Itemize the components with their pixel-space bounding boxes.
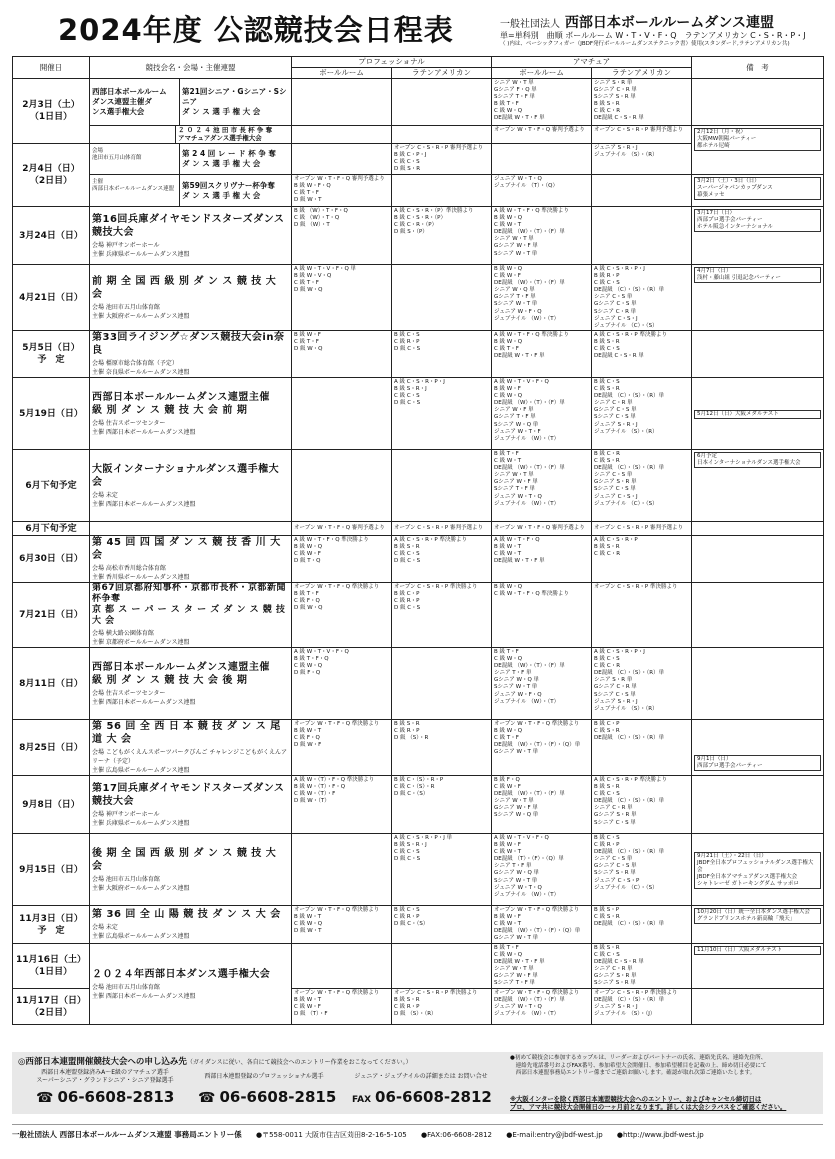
ama-ballroom-events: B 級 W・Q C 級 W・F DE混級 （W）・（T）・（F）単 シニア W・Q 単 Gシニア T・F 単 Sシニア W・T 単 ジュニア W・F・Q ジュブナイル （W）・（T） bbox=[492, 265, 592, 331]
event-name: 後 期 全 国 西 級 別 ダ ン ス 競 技 大 会 bbox=[92, 847, 277, 872]
event-date: 4月21日（日） bbox=[13, 265, 90, 331]
pro-latin-events: A 級 C・S・R・P 準決勝より B 級 S・R C 級 C・S D 級 C・S bbox=[392, 536, 492, 583]
organization-name: 一般社団法人 西部日本ボールルームダンス連盟 bbox=[500, 15, 774, 31]
event-name: 西部日本ボールルームダンス連盟主催 級 別 ダ ン ス 競 技 大 会 後 期 bbox=[92, 661, 270, 686]
event-note: 11月10日（日）大阪メダルテスト bbox=[692, 944, 824, 989]
ama-ballroom-events: B 級 T・F C 級 W・T DE混級 （W）・（T）・（F）単 シニア W・T 単 Gシニア W・F 単 Sシニア T・F 単 ジュニア W・T・Q ジュブナイル （W）・（T） bbox=[492, 450, 592, 522]
event-venue-host: 会場 神戸サンボーホール 主催 兵庫県ボールルームダンス連盟 bbox=[92, 241, 190, 258]
event-name: ２０２４年西部日本ダンス選手権大会 bbox=[92, 968, 271, 980]
event-note bbox=[692, 536, 824, 583]
event-date: 3月24日（日） bbox=[13, 207, 90, 265]
event-name-cell bbox=[90, 126, 292, 144]
col-ama: アマチュア bbox=[492, 57, 692, 68]
pro-ballroom-events bbox=[292, 378, 392, 450]
col-ama-ballroom: ボールルーム bbox=[492, 68, 592, 79]
event-name-cell bbox=[90, 207, 292, 265]
event-date: 5月19日（日） bbox=[13, 378, 90, 450]
event-name-cell bbox=[90, 265, 292, 331]
event-note bbox=[692, 79, 824, 126]
table-row bbox=[13, 776, 824, 834]
pro-ballroom-events: A 級 W・T・F・Q 準決勝より B 級 W・Q C 級 W・F D 級 T・Q bbox=[292, 536, 392, 583]
event-note: 9月21日（土）・22日（日） JBDF全日本プロフェッショナルダンス選手権大会 JBDF全日本アマチュアダンス選手権大会 シャトレーゼ ガトーキングダム サッポロ bbox=[692, 834, 824, 906]
event-name-cell bbox=[90, 450, 292, 522]
page-title: 2024年度 公認競技会日程表 bbox=[58, 13, 454, 47]
table-row bbox=[13, 175, 824, 207]
ama-latin-events: オープン C・S・R・P 準決勝より bbox=[592, 583, 692, 648]
pro-ballroom-events bbox=[292, 450, 392, 522]
table-row bbox=[13, 720, 824, 776]
event-venue-host: 会場 神戸サンボーホール 主催 兵庫県ボールルームダンス連盟 bbox=[92, 810, 190, 827]
pro-ballroom-events: オープン W・T・F・Q 準決勝より B 級 W・T C 級 F・Q D 級 W・F bbox=[292, 720, 392, 776]
event-date: 11月16日（土） （1日目） bbox=[13, 944, 90, 989]
event-name-cell bbox=[90, 648, 292, 720]
table-row bbox=[13, 648, 824, 720]
ama-ballroom-events: A 級 W・T・V・F・Q B 級 W・F C 級 W・Q DE混級 （W）・（T）・（F）単 シニア W・F 単 Gシニア T・F 単 Sシニア W・Q 単 ジュニア W・T・F ジュブナイル （W）・（T） bbox=[492, 378, 592, 450]
ama-latin-events: B 級 C・P C 級 S・R DE混級 （C）・（S）・（R）単 bbox=[592, 720, 692, 776]
event-host: 主催 西部日本ボールルームダンス連盟 bbox=[92, 179, 175, 192]
event-venue-host: 会場 未定 主催 西部日本ボールルームダンス連盟 bbox=[92, 491, 196, 508]
event-note: 9月1日（日） 西部プロ選手会パーティー bbox=[692, 720, 824, 776]
event-name: 西部日本ボールルームダンス連盟主催 級 別 ダ ン ス 競 技 大 会 前 期 bbox=[92, 391, 270, 416]
event-venue-host: 会場 橿原市総合体育館（予定） 主催 奈良県ボールルームダンス連盟 bbox=[92, 360, 190, 376]
event-date: 11月17日（日） （2日目） bbox=[13, 989, 90, 1025]
ama-latin-events: A 級 C・S・R・P 準決勝より B 級 S・R C 級 C・S DE混級 （C）・（S）・（R）単 シニア C・R 単 Gシニア S・R 単 Sシニア C・S 単 bbox=[592, 776, 692, 834]
pro-latin-events: A 級 C・S・R・（P）準決勝より B 級 C・S・R・（P） C 級 C・R・（P） D 級 S・（P） bbox=[392, 207, 492, 265]
deadline-notice: ※大阪インターを除く西部日本連盟競技大会へのエントリー、およびキャンセル締切日は プロ、アマ共に競技大会開催日の一ヶ月前となります。詳しくは大会シラバスをご確認ください。 bbox=[510, 1096, 787, 1111]
pro-latin-events: A 級 C・S・R・P・J B 級 S・R・J C 級 C・S D 級 C・S bbox=[392, 378, 492, 450]
pro-latin-events bbox=[392, 175, 492, 207]
event-name: 第21回シニア・Gシニア・Sシニア ダ ン ス 選 手 権 大 会 bbox=[179, 79, 291, 125]
ama-ballroom-events: A 級 W・T・F・Q B 級 W・T C 級 W・T DE混級 W・T・F 単 bbox=[492, 536, 592, 583]
event-name-cell bbox=[90, 906, 292, 944]
ama-ballroom-events: B 級 W・Q C 級 W・T・F・Q 準決勝より bbox=[492, 583, 592, 648]
table-row bbox=[13, 583, 824, 648]
pro-latin-events bbox=[392, 265, 492, 331]
event-date: 6月下旬予定 bbox=[13, 522, 90, 536]
event-note: 3月2日（土）・3日（日） スーパージャパンカップダンス 幕張メッセ bbox=[692, 175, 824, 207]
event-venue: 会場 池田市五月山体育館 bbox=[92, 148, 142, 161]
event-note: 10月20日（日）統一全日本ダンス選手権大会 グランドプリンスホテル新高輪「飛天」 bbox=[692, 906, 824, 944]
event-venue-host: 会場 住吉スポーツセンター 主催 西部日本ボールルームダンス連盟 bbox=[92, 419, 196, 436]
event-name: 第 56 回 全 西 日 本 競 技 ダ ン ス 尾 道 大 会 bbox=[92, 721, 281, 745]
pro-ballroom-events: B 級 W・F C 級 T・F D 級 W・Q bbox=[292, 331, 392, 378]
event-name: 前 期 全 国 西 級 別 ダ ン ス 競 技 大 会 bbox=[92, 275, 277, 300]
pro-ballroom-events bbox=[292, 126, 392, 144]
ama-latin-events: オープン C・S・R・P 審判予選より bbox=[592, 522, 692, 536]
website-link[interactable]: ●http://www.jbdf-west.jp bbox=[616, 1131, 704, 1139]
event-name: 第 45 回 四 国 ダ ン ス 競 技 香 川 大 会 bbox=[92, 537, 281, 561]
pro-latin-events: B 級 S・R C 級 R・P D 級 （S）・R bbox=[392, 720, 492, 776]
pro-ballroom-events: オープン W・T・F・Q 準決勝より B 級 W・T C 級 W・F D 級 （T）・F bbox=[292, 989, 392, 1025]
ama-latin-events bbox=[592, 207, 692, 265]
legend: 単=単科別 曲順 ボールルーム W・T・V・F・Q ラテンアメリカン C・S・R・P・J bbox=[500, 31, 806, 40]
event-date: 8月25日（日） bbox=[13, 720, 90, 776]
pro-ballroom-events: オープン W・T・F・Q 準決勝より B 級 T・F C 級 F・Q D 級 W・Q bbox=[292, 583, 392, 648]
col-pro-ballroom: ボールルーム bbox=[292, 68, 392, 79]
ama-ballroom-events: オープン W・T・F・Q 審判予選より bbox=[492, 522, 592, 536]
table-row bbox=[13, 378, 824, 450]
pro-ballroom-events: A 級 W・T・V・F・Q B 級 T・F・Q C 級 W・Q D 級 F・Q bbox=[292, 648, 392, 720]
ama-latin-events: A 級 C・S・R・P・J B 級 R・P C 級 C・S DE混級 （C）・（S）・（R）単 シニア C・S 単 Gシニア C・S 単 Sシニア C・R 単 ジュニア C・S・J ジュブナイル （C）・（S） bbox=[592, 265, 692, 331]
ama-latin-events: A 級 C・S・R・P 準決勝より B 級 S・R C 級 C・S DE混級 C・S・R 単 bbox=[592, 331, 692, 378]
amateur-phone[interactable]: ☎ 06-6608-2813 bbox=[36, 1088, 175, 1106]
event-name-cell bbox=[90, 536, 292, 583]
event-date: 11月3日（日） 予 定 bbox=[13, 906, 90, 944]
event-note bbox=[692, 989, 824, 1025]
ama-ballroom-events: B 級 T・F C 級 W・Q DE混級 （W）・（T）・（F）単 シニア T・F 単 Gシニア W・Q 単 Sシニア W・T 単 ジュニア W・F・Q ジュブナイル （W）・（T） bbox=[492, 648, 592, 720]
col-pro: プロフェッショナル bbox=[292, 57, 492, 68]
pro-phone[interactable]: ☎ 06-6608-2815 bbox=[198, 1088, 337, 1106]
event-name: 第 36 回 全 山 陽 競 技 ダ ン ス 大 会 bbox=[92, 909, 281, 920]
ama-ballroom-events: オープン W・T・F・Q 審判予選より bbox=[492, 126, 592, 144]
event-note: 3月17日（日） 西部プロ選手会パーティー ホテル阪急インターナショナル bbox=[692, 207, 824, 265]
pro-latin-events: オープン C・S・R・P 審判予選より B 級 C・P・J C 級 C・S D 級 S・R bbox=[392, 144, 492, 175]
event-name-cell bbox=[90, 79, 292, 126]
application-heading: ◎西部日本連盟開催競技大会への申し込み先（ガイダンスに従い、各自にて競技会へのエントリー作業をおこなってください。） bbox=[18, 1057, 412, 1067]
event-name-cell bbox=[90, 144, 292, 175]
event-venue-host: 会場 こどもがくえんスポーツパークびんご チャレンジこどもがくえんアリーナ（予定） 主催 広島県ボールルームダンス連盟 bbox=[92, 749, 287, 774]
event-name-cell bbox=[90, 776, 292, 834]
ama-ballroom-events: シニア W・T 単 Gシニア F・Q 単 Sシニア T・F 単 B 級 T・F C 級 W・Q DE混級 W・T・F 単 bbox=[492, 79, 592, 126]
table-row bbox=[13, 331, 824, 378]
event-note bbox=[692, 522, 824, 536]
schedule-page bbox=[6, 6, 829, 1147]
pro-ballroom-events bbox=[292, 79, 392, 126]
contact-address bbox=[12, 1124, 823, 1140]
pro-ballroom-events: オープン W・T・F・Q 審判予選より bbox=[292, 522, 392, 536]
event-note: 2月12日（月・祝） 大阪MW朝陽パーティー 都ホテル尼崎 bbox=[692, 126, 824, 175]
event-name: 第33回ライジング☆ダンス競技大会in奈良 bbox=[92, 332, 285, 356]
table-row bbox=[13, 126, 824, 144]
event-name-cell bbox=[90, 834, 292, 906]
event-venue-host: 会場 池田市五月山体育館 主催 大阪府ボールルームダンス連盟 bbox=[92, 303, 190, 320]
table-row bbox=[13, 207, 824, 265]
event-name: 第16回兵庫ダイヤモンドスターズダンス競技大会 bbox=[92, 213, 285, 238]
phone-icon: ☎ bbox=[198, 1090, 216, 1106]
phone-icon: ☎ bbox=[36, 1090, 54, 1106]
event-note bbox=[692, 583, 824, 648]
ama-latin-events: B 級 S・R C 級 C・S DE混級 C・S・R 単 シニア C・R 単 Gシニア S・R 単 Sシニア S・R 単 bbox=[592, 944, 692, 989]
event-date: 5月5日（日） 予 定 bbox=[13, 331, 90, 378]
event-date: 7月21日（日） bbox=[13, 583, 90, 648]
office-name: 一般社団法人 西部日本ボールルームダンス連盟 事務局エントリー係 bbox=[12, 1130, 242, 1139]
event-date: 8月11日（日） bbox=[13, 648, 90, 720]
table-row bbox=[13, 79, 824, 126]
table-row bbox=[13, 536, 824, 583]
event-venue-host: 会場 池田市五月山体育館 主催 大阪府ボールルームダンス連盟 bbox=[92, 875, 190, 892]
ama-latin-events: オープン C・S・R・P 準決勝より DE混級 （C）・（S）・（R）単 ジュニア S・R・J ジュブナイル （S）・（J） bbox=[592, 989, 692, 1025]
event-venue-host: 会場 未定 主催 広島県ボールルームダンス連盟 bbox=[92, 924, 190, 940]
event-name: 第59回スクリヴナー杯争奪 ダ ン ス 選 手 権 大 会 bbox=[179, 175, 291, 206]
event-name-cell bbox=[90, 331, 292, 378]
pro-latin-events bbox=[392, 944, 492, 989]
first-time-notice: ●初めて競技会に参加するカップルは、リーダーおよびパートナーの氏名、連絡先氏名、連絡先住所、 連絡先電話番号およびFAX番号、参加希望大会開催日、参加希望種目を記載の上、締め切日必要にて 西部日本連盟事務局エントリー係までご連絡お願いします。確認が取れ次第ご連絡いたします。 bbox=[510, 1055, 767, 1076]
ama-ballroom-events: A 級 W・T・F・Q 準決勝より B 級 W・Q C 級 T・F DE混級 W・T・F 単 bbox=[492, 331, 592, 378]
event-name-cell bbox=[90, 583, 292, 648]
event-name-cell bbox=[90, 378, 292, 450]
event-name-cell bbox=[90, 720, 292, 776]
event-name-main: 西部日本ボールルーム ダンス連盟主催ダ ンス選手権大会 bbox=[92, 87, 167, 116]
ama-latin-events: A 級 C・S・R・P B 級 S・R C 級 C・R bbox=[592, 536, 692, 583]
event-name: ２ ０ ２ ４ 池 田 市 長 杯 争 奪 アマチュアダンス選手権大会 bbox=[175, 126, 291, 143]
ama-ballroom-events: B 級 T・F C 級 W・Q DE混級 W・T・F 単 シニア W・T 単 Gシニア W・F 単 Sシニア T・F 単 bbox=[492, 944, 592, 989]
event-venue-host: 会場 住吉スポーツセンター 主催 西部日本ボールルームダンス連盟 bbox=[92, 689, 196, 706]
event-note bbox=[692, 331, 824, 378]
ama-ballroom-events: B 級 F・Q C 級 W・F DE混級 （W）・（T）・（F）単 シニア W・T 単 Gシニア W・F 単 Sシニア W・Q 単 bbox=[492, 776, 592, 834]
col-date: 開催日 bbox=[13, 57, 90, 79]
pro-latin-events: B 級 C・S C 級 R・P D 級 C・S bbox=[392, 331, 492, 378]
pro-latin-events: B 級 C・S C 級 R・P D 級 C・（S） bbox=[392, 906, 492, 944]
pro-ballroom-events bbox=[292, 944, 392, 989]
pro-ballroom-events: A 級 W・（T）・F・Q 準決勝より B 級 W・（T）・F・Q C 級 W・（T）・F D 級 W・（T） bbox=[292, 776, 392, 834]
ama-ballroom-events: A 級 W・T・V・F・Q B 級 W・F C 級 W・T DE混級 （T）・（F）・（Q）単 シニア T・F 単 Gシニア W・Q 単 Sシニア W・T 単 ジュニア W・T・Q ジュブナイル （W）・（T） bbox=[492, 834, 592, 906]
pro-latin-events: B 級 C・（S）・R・P C 級 C・（S）・R D 級 C・（S） bbox=[392, 776, 492, 834]
application-info bbox=[12, 1052, 823, 1114]
event-note: 5月12日（日）大阪メダルテスト bbox=[692, 378, 824, 450]
ama-latin-events: A 級 C・S・R・P・J B 級 C・S C 級 C・R DE混級 （C）・（S）・（R）単 シニア S・R 単 Gシニア C・R 単 Sシニア C・S 単 ジュニア S・R・J ジュブナイル （S）・（R） bbox=[592, 648, 692, 720]
pro-ballroom-events: オープン W・T・F・Q 審判予選より B 級 W・F・Q C 級 T・F D 級 W・T bbox=[292, 175, 392, 207]
pro-ballroom-events bbox=[292, 144, 392, 175]
event-name: 第 2 4 回 レ ー ド 杯 争 奪 ダ ン ス 選 手 権 大 会 bbox=[179, 144, 291, 174]
pro-ballroom-events: オープン W・T・F・Q 準決勝より B 級 W・T C 級 W・Q D 級 W・T bbox=[292, 906, 392, 944]
ama-latin-events: シニア S・R 単 Gシニア C・R 単 Sシニア S・R 単 B 級 S・R C 級 C・R DE混級 C・S・R 単 bbox=[592, 79, 692, 126]
event-date: 6月下旬予定 bbox=[13, 450, 90, 522]
junior-contact-label: ジュニア・ジュブナイルの詳細または お問い合せ bbox=[354, 1073, 488, 1080]
table-row bbox=[13, 834, 824, 906]
event-note: 4月7日（日） 浅村・藤山組 引退記念パーティー bbox=[692, 265, 824, 331]
event-note bbox=[692, 776, 824, 834]
ama-ballroom-events: ジュニア W・T・Q ジュブナイル （T）・（Q） bbox=[492, 175, 592, 207]
pro-ballroom-events: A 級 W・T・V・F・Q 単 B 級 W・V・Q C 級 T・F D 級 W・Q bbox=[292, 265, 392, 331]
ama-ballroom-events: オープン W・T・F・Q 準決勝より B 級 W・F C 級 W・T DE混級 （W）・（T）・（F）・（Q）単 Gシニア W・T 単 bbox=[492, 906, 592, 944]
event-name: 第17回兵庫ダイヤモンドスターズダンス競技大会 bbox=[92, 782, 285, 807]
event-date: 9月15日（日） bbox=[13, 834, 90, 906]
event-venue-host: 会場 池田市五月山体育館 主催 西部日本ボールルームダンス連盟 bbox=[92, 983, 196, 1000]
pro-latin-events: オープン C・S・R・P 準決勝より B 級 S・R C 級 R・P D 級 （S）・（R） bbox=[392, 989, 492, 1025]
event-venue-host: 会場 横大路公園体育館 主催 京都府ボールルームダンス連盟 bbox=[92, 630, 190, 646]
pro-latin-events bbox=[392, 126, 492, 144]
postal-address: ●〒558-0011 大阪市住吉区苅田8-2-16-5-105 bbox=[255, 1131, 407, 1139]
ama-ballroom-events: オープン W・T・F・Q 準決勝より B 級 W・Q C 級 T・F DE混級 （W）・（T）・（F）・（Q）単 Gシニア W・T 単 bbox=[492, 720, 592, 776]
event-date: 2月4日（日） （2日目） bbox=[13, 144, 90, 207]
ama-ballroom-events: A 級 W・T・F・Q 準決勝より B 級 W・Q C 級 W・T DE混級 （W）・（T）・（F）単 シニア W・T 単 Gシニア W・F 単 Sシニア W・T 単 bbox=[492, 207, 592, 265]
col-pro-latin: ラテンアメリカン bbox=[392, 68, 492, 79]
table-row bbox=[13, 944, 824, 989]
event-note: 6月予定 日本インターナショナルダンス選手権大会 bbox=[692, 450, 824, 522]
col-name: 競技会名・会場・主催連盟 bbox=[90, 57, 292, 79]
amateur-contact-label: 西部日本連盟登録済みA〜E級のアマチュア選手 スーパーシニア・グランドシニア・シニア登録選手 bbox=[36, 1069, 174, 1084]
event-note bbox=[692, 648, 824, 720]
pro-contact-label: 西部日本連盟登録のプロフェッショナル選手 bbox=[204, 1073, 324, 1080]
fax-address: ●FAX:06-6608-2812 bbox=[420, 1131, 493, 1139]
table-row bbox=[13, 265, 824, 331]
email-link[interactable]: ●E-mail:entry@jbdf-west.jp bbox=[506, 1131, 603, 1139]
ama-latin-events: B 級 C・R C 級 S・R DE混級 （C）・（S）・（R）単 シニア C・S 単 Gシニア S・R 単 Sシニア C・S 単 ジュニア C・S・J ジュブナイル （C）・（S） bbox=[592, 450, 692, 522]
event-date: 2月3日（土） （1日目） bbox=[13, 79, 90, 144]
event-name: 第67回京都府知事杯・京都市長杯・京都新聞杯争奪 京 都 ス ー パ ー ス タ ー ズ ダ ン ス 競 技 大 会 bbox=[92, 583, 287, 626]
pro-latin-events: A 級 C・S・R・P・J 単 B 級 S・R・J C 級 C・S D 級 C・S bbox=[392, 834, 492, 906]
pro-ballroom-events bbox=[292, 834, 392, 906]
event-venue-host: 会場 高松市香川総合体育館 主催 香川県ボールルームダンス連盟 bbox=[92, 565, 190, 581]
pro-latin-events bbox=[392, 648, 492, 720]
ama-latin-events: B 級 S・P C 級 S・R DE混級 （C）・（S）・（R）単 bbox=[592, 906, 692, 944]
table-row bbox=[13, 450, 824, 522]
ama-latin-events: B 級 C・S C 級 S・R DE混級 （C）・（S）・（R）単 シニア C・R 単 Gシニア C・S 単 Sシニア C・S 単 ジュニア S・R・J ジュブナイル （S）・（R） bbox=[592, 378, 692, 450]
event-date: 9月8日（日） bbox=[13, 776, 90, 834]
event-name-cell bbox=[90, 175, 292, 207]
event-name-cell bbox=[90, 944, 292, 1025]
ama-ballroom-events: オープン W・T・F・Q 準決勝より DE混級 （W）・（T）・（F）単 ジュニア W・T・Q ジュブナイル （W）・（T） bbox=[492, 989, 592, 1025]
event-name: 大阪インターナショナルダンス選手権大会 bbox=[92, 463, 280, 488]
legend-note: （ )内は、ベーシックフィガー（JBDF発行ボールルームダンステクニック書）使用(スタンダード,ラテンアメリカン共) bbox=[500, 41, 790, 47]
pro-latin-events bbox=[392, 450, 492, 522]
ama-latin-events bbox=[592, 175, 692, 207]
ama-ballroom-events bbox=[492, 144, 592, 175]
event-date: 6月30日（日） bbox=[13, 536, 90, 583]
pro-ballroom-events: B 級 （W）・T・F・Q C 級 （W）・T・Q D 級 （W）・T bbox=[292, 207, 392, 265]
pro-latin-events bbox=[392, 79, 492, 126]
ama-latin-events: オープン C・S・R・P 審判予選より bbox=[592, 126, 692, 144]
pro-latin-events: オープン C・S・R・P 準決勝より B 級 C・P C 級 R・P D 級 C・S bbox=[392, 583, 492, 648]
table-row bbox=[13, 906, 824, 944]
col-note: 備 考 bbox=[692, 57, 824, 79]
event-name-cell bbox=[90, 522, 292, 536]
fax-number[interactable]: FAX 06-6608-2812 bbox=[352, 1088, 492, 1106]
table-row bbox=[13, 522, 824, 536]
pro-latin-events: オープン C・S・R・P 審判予選より bbox=[392, 522, 492, 536]
page-header bbox=[6, 6, 829, 48]
ama-latin-events: B 級 C・S C 級 R・P DE混級 （C）・（S）・（R）単 シニア C・S 単 Gシニア C・S 単 Sシニア S・R 単 ジュニア C・S・P ジュブナイル （C）・（S） bbox=[592, 834, 692, 906]
schedule-table bbox=[12, 56, 824, 1025]
ama-latin-events: ジュニア S・R・J ジュブナイル （S）・（R） bbox=[592, 144, 692, 175]
col-ama-latin: ラテンアメリカン bbox=[592, 68, 692, 79]
